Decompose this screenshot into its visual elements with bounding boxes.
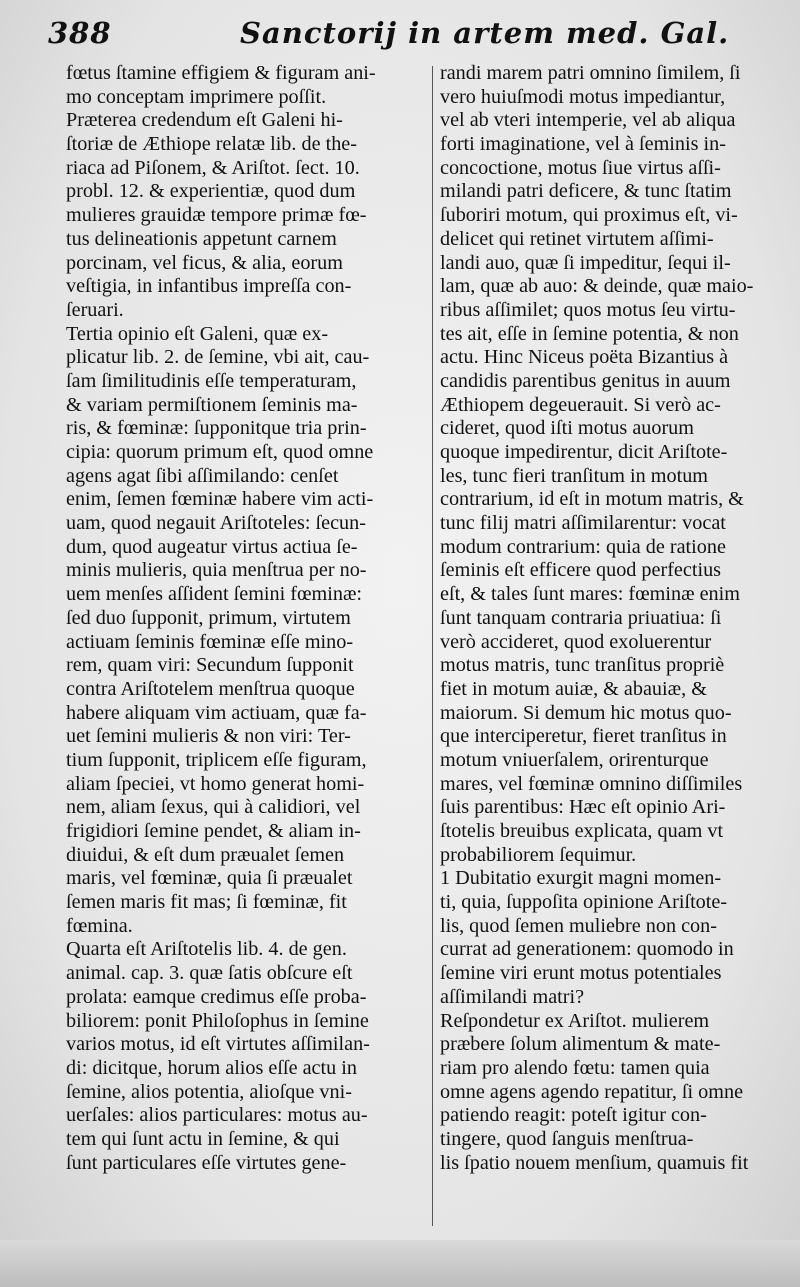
- right-column-line: fiet in motum auiæ, & abauiæ, &: [440, 677, 707, 700]
- left-column-line: mo conceptam imprimere poſſit.: [66, 85, 327, 108]
- right-column-line: tingere, quod ſanguis menſtrua-: [440, 1127, 694, 1150]
- right-column-line: aſſimilandi matri?: [440, 985, 585, 1008]
- right-column-line: ſuis parentibus: Hæc eſt opinio Ari-: [440, 796, 726, 819]
- right-column-line: randi marem patri omnino ſimilem, ſi: [440, 62, 741, 84]
- left-column-line: varios motus, id eſt virtutes aſſimilan-: [66, 1033, 370, 1056]
- left-column-line: Tertia opinio eſt Galeni, quæ ex-: [66, 322, 329, 345]
- right-column-line: contrarium, id eſt in motum matris, &: [440, 488, 744, 511]
- right-column-line: præbere ſolum alimentum & mate-: [440, 1033, 721, 1056]
- right-column-line: les, tunc fieri tranſitum in motum: [440, 464, 708, 487]
- left-column-line: uerſales: alios particulares: motus au-: [66, 1104, 368, 1127]
- left-column-line: mulieres grauidæ tempore primæ fœ-: [66, 204, 367, 227]
- left-column-line: riaca ad Piſonem, & Ariſtot. ſect. 10.: [66, 156, 360, 179]
- left-column-line: rem, quam viri: Secundum ſupponit: [66, 654, 354, 677]
- left-column-line: habere aliquam vim actiuam, quæ fa-: [66, 701, 367, 724]
- right-column-line: riam pro alendo fœtu: tamen quia: [440, 1056, 710, 1079]
- running-head: Sanctorij in artem med. Gal.: [240, 16, 730, 50]
- page-header: [40, 14, 780, 54]
- left-column-line: ris, & fœminæ: ſupponitque tria prin-: [66, 417, 367, 440]
- right-column-line: tunc filij matri aſſimilarentur: vocat: [440, 512, 726, 535]
- right-column-line: maiorum. Si demum hic motus quo-: [440, 701, 732, 724]
- left-column-line: contra Ariſtotelem menſtrua quoque: [66, 677, 355, 700]
- right-column-line: vel ab vteri intemperie, vel ab aliqua: [440, 109, 736, 132]
- right-column-line: forti imaginatione, vel à ſeminis in-: [440, 133, 726, 156]
- left-column-line: ſam ſimilitudinis eſſe temperaturam,: [66, 369, 357, 392]
- left-column-line: biliorem: ponit Philoſophus in ſemine: [66, 1009, 369, 1032]
- left-column-line: actiuam ſeminis fœminæ eſſe mino-: [66, 630, 354, 653]
- left-column-line: maris, vel fœminæ, quia ſi præualet: [66, 867, 353, 890]
- right-column-line: lam, quæ ab auo: & deinde, quæ maio-: [440, 275, 754, 298]
- right-column-line: ſunt tanquam contraria priuatiua: ſi: [440, 606, 722, 629]
- right-column-line: que interciperetur, fieret tranſitus in: [440, 725, 727, 748]
- left-column-line: tus delineationis appetunt carnem: [66, 227, 337, 250]
- right-column-line: ſuboriri motum, qui proximus eſt, vi-: [440, 204, 738, 227]
- left-column-line: diuidui, & eſt dum præualet ſemen: [66, 843, 345, 866]
- left-column-line: cipia: quorum primum eſt, quod omne: [66, 441, 374, 463]
- right-column-line: landi auo, quæ ſi impeditur, ſequi il-: [440, 251, 731, 274]
- right-column-line: currat ad generationem: quomodo in: [440, 938, 734, 961]
- right-column-line: ti, quia, ſuppoſita opinione Ariſtote-: [440, 891, 728, 914]
- right-column-line: actu. Hinc Niceus poëta Bizantius à: [440, 346, 729, 369]
- right-column-line: motus matris, tunc tranſitus propriè: [440, 654, 725, 677]
- left-column-line: agens agat ſibi aſſimilando: cenſet: [66, 464, 339, 487]
- left-column-line: uam, quod negauit Ariſtoteles: ſecun-: [66, 512, 366, 535]
- left-column-line: porcinam, vel ficus, & alia, eorum: [66, 251, 343, 274]
- right-column-line: eſt, & tales ſunt mares: fœminæ enim: [440, 583, 740, 606]
- left-column-line: ſemine, alios potentia, alioſque vni-: [66, 1080, 352, 1103]
- left-column-line: di: dicitque, horum alios eſſe actu in: [66, 1056, 357, 1079]
- left-column-line: tem qui ſunt actu in ſemine, & qui: [66, 1127, 340, 1150]
- left-column-line: Præterea credendum eſt Galeni hi-: [66, 109, 343, 132]
- right-column-line: concoctione, motus ſiue virtus aſſi-: [440, 156, 721, 179]
- right-column-line: probabiliorem ſequimur.: [440, 843, 637, 866]
- left-column-line: Quarta eſt Ariſtotelis lib. 4. de gen.: [66, 938, 347, 961]
- right-column-line: omne agens agendo repatitur, ſi omne: [440, 1080, 744, 1103]
- right-column-line: tes ait, eſſe in ſemine potentia, & non: [440, 322, 739, 345]
- left-column-line: veſtigia, in infantibus impreſſa con-: [66, 275, 352, 298]
- left-column-line: ſunt particulares eſſe virtutes gene-: [66, 1151, 347, 1174]
- right-column-line: ſtotelis breuibus explicata, quam vt: [440, 820, 724, 842]
- right-column-line: Reſpondetur ex Ariſtot. mulierem: [440, 1009, 710, 1032]
- left-column-line: ſeruari.: [66, 298, 124, 321]
- left-column-line: animal. cap. 3. quæ ſatis obſcure eſt: [66, 962, 353, 985]
- right-column-line: 1 Dubitatio exurgit magni momen-: [440, 867, 722, 890]
- page-bottom-edge: [0, 1240, 800, 1287]
- left-column-line: fœmina.: [66, 914, 133, 937]
- right-column-line: candidis parentibus genitus in auum: [440, 369, 731, 392]
- left-column-line: tium ſupponit, triplicem eſſe figuram,: [66, 748, 367, 771]
- left-column-line: prolata: eamque credimus eſſe proba-: [66, 985, 367, 1008]
- right-column-line: motum vniuerſalem, orirenturque: [440, 748, 709, 771]
- left-column-line: plicatur lib. 2. de ſemine, vbi ait, cau-: [66, 346, 370, 369]
- left-column-line: frigidiori ſemine pendet, & aliam in-: [66, 820, 361, 842]
- right-column-line: ſemine viri erunt motus potentiales: [440, 962, 722, 985]
- left-column-line: minis mulieris, quia menſtrua per no-: [66, 559, 367, 582]
- left-column-line: enim, ſemen fœminæ habere vim acti-: [66, 488, 374, 511]
- right-column-line: cideret, quod iſti motus auorum: [440, 417, 694, 440]
- right-column-line: milandi patri deficere, & tunc ſtatim: [440, 180, 732, 203]
- right-column-line: lis, quod ſemen muliebre non con-: [440, 914, 717, 937]
- left-column-line: ſtoriæ de Æthiope relatæ lib. de the-: [66, 133, 357, 156]
- right-column-line: patiendo reagit: poteſt igitur con-: [440, 1104, 707, 1127]
- right-column-line: verò accideret, quod exoluerentur: [440, 630, 712, 653]
- page-number: 388: [48, 16, 112, 50]
- left-column-line: aliam ſpeciei, vt homo generat homi-: [66, 772, 365, 795]
- left-column-line: fœtus ſtamine effigiem & figuram ani-: [66, 62, 376, 84]
- left-column-line: ſed duo ſupponit, primum, virtutem: [66, 606, 351, 629]
- left-column-line: ſemen maris fit mas; ſi fœminæ, fit: [66, 891, 347, 914]
- left-column-line: nem, aliam ſexus, qui à calidiori, vel: [66, 796, 361, 819]
- column-divider: [432, 66, 433, 1226]
- left-column-line: probl. 12. & experientiæ, quod dum: [66, 180, 356, 203]
- left-column-line: dum, quod augeatur virtus actiua ſe-: [66, 535, 358, 558]
- left-column-line: uem menſes aſſident ſemini fœminæ:: [66, 583, 363, 606]
- right-column-line: mares, vel fœminæ omnino diſſimiles: [440, 772, 743, 795]
- right-column: [440, 62, 792, 1175]
- left-column-line: & variam permiſtionem ſeminis ma-: [66, 393, 358, 416]
- right-column-line: delicet qui retinet virtutem aſſimi-: [440, 227, 714, 250]
- right-column-line: quoque impedirentur, dicit Ariſtote-: [440, 441, 728, 463]
- right-column-line: modum contrarium: quia de ratione: [440, 535, 726, 558]
- right-column-line: ribus aſſimilet; quos motus ſeu virtu-: [440, 298, 736, 321]
- right-column-line: lis ſpatio nouem menſium, quamuis fit: [440, 1151, 749, 1174]
- right-column-line: Æthiopem degeuerauit. Si verò ac-: [440, 393, 721, 416]
- left-column: [66, 62, 428, 1175]
- right-column-line: ſeminis eſt efficere quod perfectius: [440, 559, 722, 582]
- right-column-line: vero huiuſmodi motus impediantur,: [440, 85, 726, 108]
- left-column-line: uet ſemini mulieris & non viri: Ter-: [66, 725, 351, 748]
